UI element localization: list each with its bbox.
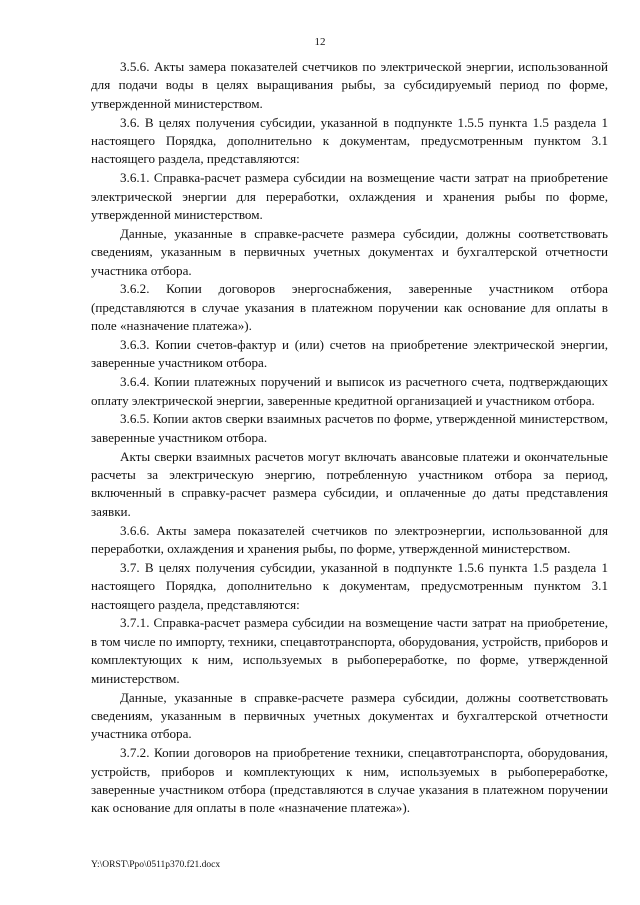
footer-file-path: Y:\ORST\Ppo\0511p370.f21.docx xyxy=(91,860,221,870)
paragraph: 3.7.2. Копии договоров на приобретение техники, спецавтотранспорта, оборудования, устройств, приборов и комплектующих к ним, используемых в рыбопереработке, заверенные участником отбора (представляются в случае указания в платежном поручении как основание для оплаты в поле «назначение платежа»). xyxy=(91,745,608,816)
paragraph: 3.6.3. Копии счетов-фактур и (или) счетов на приобретение электрической энергии, заверенные участником отбора. xyxy=(91,337,608,371)
document-body xyxy=(91,58,608,818)
page-number: 12 xyxy=(314,36,326,48)
paragraph: 3.6.2. Копии договоров энергоснабжения, заверенные участником отбора (представляются в случае указания в платежном поручении как основание для оплаты в поле «назначение платежа»). xyxy=(91,281,608,334)
paragraph: 3.7. В целях получения субсидии, указанной в подпункте 1.5.6 пункта 1.5 раздела 1 настоящего Порядка, дополнительно к документам, предусмотренным пунктом 3.1 настоящего раздела, представляются: xyxy=(91,559,608,612)
paragraph: 3.6.4. Копии платежных поручений и выписок из расчетного счета, подтверждающих оплату электрической энергии, заверенные кредитной организацией и участником отбора. xyxy=(91,374,608,408)
paragraph: Данные, указанные в справке-расчете размера субсидии, должны соответствовать сведениям, указанным в первичных учетных документах и бухгалтерской отчетности участника отбора. xyxy=(91,225,608,278)
paragraph: 3.6.5. Копии актов сверки взаимных расчетов по форме, утвержденной министерством, заверенные участником отбора. xyxy=(91,411,608,445)
paragraph: 3.5.6. Акты замера показателей счетчиков по электрической энергии, использованной для подачи воды в целях выращивания рыбы, за субсидируемый период по форме, утвержденной министерством. xyxy=(91,59,608,111)
paragraph: Акты сверки взаимных расчетов могут включать авансовые платежи и окончательные расчеты за электрическую энергию, потребленную участником отбора за период, включенный в справку-расчет размера субсидии, и оплаченные до даты представления заявки. xyxy=(91,448,608,519)
paragraph: 3.6. В целях получения субсидии, указанной в подпункте 1.5.5 пункта 1.5 раздела 1 настоящего Порядка, дополнительно к документам, предусмотренным пунктом 3.1 настоящего раздела, представляются: xyxy=(91,114,608,167)
paragraph: 3.6.6. Акты замера показателей счетчиков по электроэнергии, использованной для переработки, охлаждения и хранения рыбы, по форме, утвержденной министерством. xyxy=(91,522,608,557)
paragraph: 3.7.1. Справка-расчет размера субсидии на возмещение части затрат на приобретение, в том числе по импорту, техники, спецавтотранспорта, оборудования, устройств, приборов и комплектующих к ним, используемых в рыбопереработке, по форме, утвержденной министерством. xyxy=(91,615,608,686)
paragraph: 3.6.1. Справка-расчет размера субсидии на возмещение части затрат на приобретение электрической энергии для переработки, охлаждения и хранения рыбы по форме, утвержденной министерством. xyxy=(91,170,608,223)
paragraph: Данные, указанные в справке-расчете размера субсидии, должны соответствовать сведениям, указанным в первичных учетных документах и бухгалтерской отчетности участника отбора. xyxy=(91,689,608,742)
